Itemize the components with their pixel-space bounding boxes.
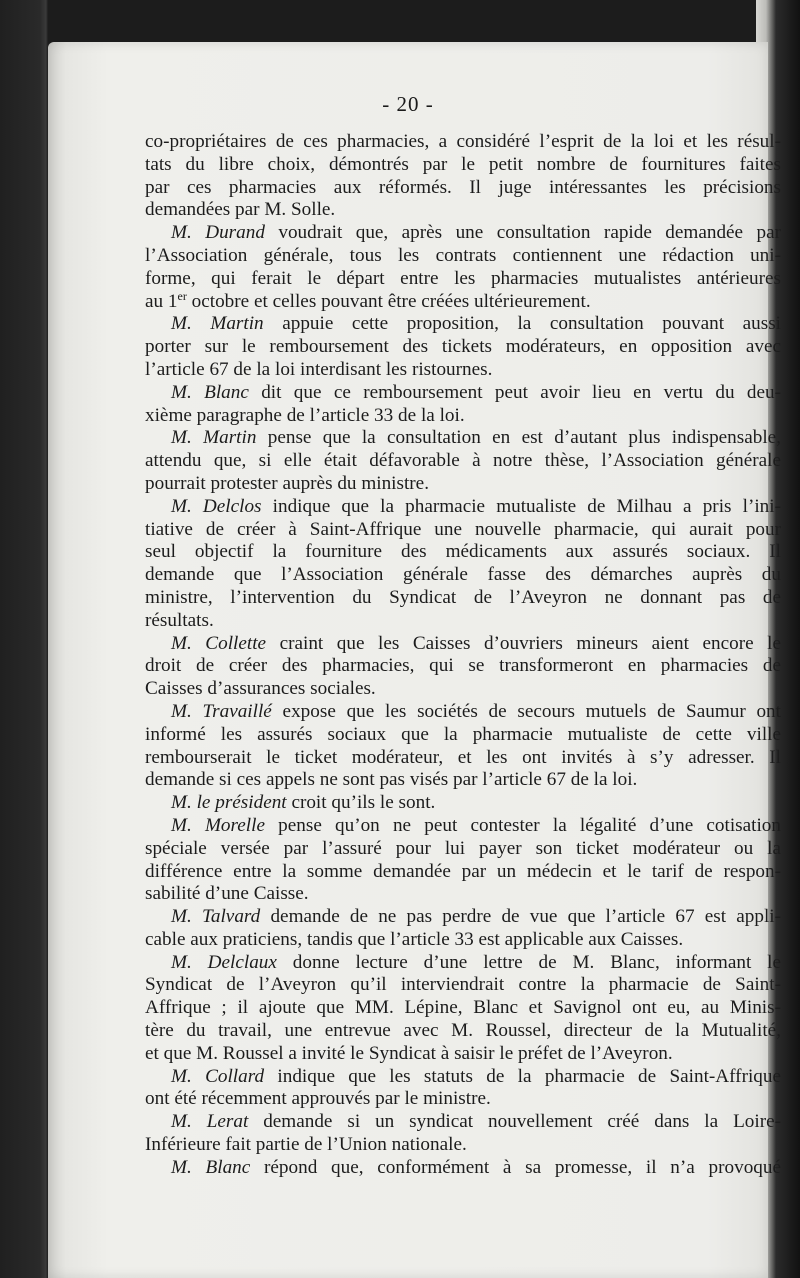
text-run: forme, qui ferait le départ entre les pharmacies mutualistes antérieures <box>145 267 781 289</box>
text-run: Caisses d’assurances sociales. <box>145 678 376 700</box>
text-run: tiative de créer à Saint-Affrique une nouvelle pharmacie, qui aurait pour <box>145 518 781 540</box>
text-line <box>145 883 781 906</box>
speaker-name: M. Durand <box>171 222 265 244</box>
text-run: octobre et celles pouvant être créées ultérieurement. <box>186 290 591 312</box>
document-page <box>48 42 782 1278</box>
text-run: résultats. <box>145 609 214 631</box>
speaker-name: M. Martin <box>171 427 257 449</box>
text-line <box>145 655 781 678</box>
text-line <box>145 541 781 564</box>
superscript: er <box>177 288 187 303</box>
text-line <box>145 701 781 724</box>
speaker-name: M. Morelle <box>171 814 265 836</box>
text-line <box>145 131 781 154</box>
text-run: voudrait que, après une consultation rapide demandée par <box>264 222 782 244</box>
text-run: seul objectif la fourniture des médicaments aux assurés sociaux. Il <box>145 541 781 563</box>
speaker-name: M. Martin <box>171 313 264 335</box>
page-number: - 20 - <box>382 92 434 116</box>
text-line <box>145 1020 781 1043</box>
text-run: demande que l’Association générale fasse des démarches auprès du <box>145 564 781 586</box>
text-run: attendu que, si elle était défavorable à notre thèse, l’Association générale <box>145 450 781 472</box>
text-line <box>145 1088 781 1111</box>
text-run: spéciale versée par l’assuré pour lui payer son ticket modérateur ou la <box>145 837 781 859</box>
text-run: croit qu’ils le sont. <box>286 792 436 814</box>
speaker-name: M. Lerat <box>171 1111 249 1133</box>
text-line <box>145 405 781 428</box>
text-line <box>145 1043 781 1066</box>
text-line <box>145 610 781 633</box>
text-line <box>145 336 781 359</box>
text-run: appuie cette proposition, la consultation pouvant aussi <box>263 313 781 335</box>
body-text <box>145 131 781 1180</box>
text-line <box>145 288 781 314</box>
text-line <box>145 1066 781 1089</box>
text-run: expose que les sociétés de secours mutuels de Saumur ont <box>271 700 781 722</box>
text-run: indique que la pharmacie mutualiste de Milhau a pris l’ini- <box>261 495 781 517</box>
text-line <box>145 268 781 291</box>
text-line <box>145 587 781 610</box>
text-run: xième paragraphe de l’article 33 de la loi. <box>145 404 465 426</box>
speaker-name: M. Delclos <box>171 495 262 517</box>
text-run: droit de créer des pharmacies, qui se transformeront en pharmacies de <box>145 655 781 677</box>
speaker-name: M. Blanc <box>171 381 249 403</box>
text-line <box>145 199 781 222</box>
text-line <box>145 815 781 838</box>
text-run: demande si un syndicat nouvellement créé dans la Loire- <box>248 1111 782 1133</box>
text-run: ministre, l’intervention du Syndicat de l’Aveyron ne donnant pas de <box>145 586 781 608</box>
text-run: dit que ce remboursement peut avoir lieu en vertu du deu- <box>248 381 781 403</box>
text-run: pense que la consultation en est d’autant plus indispensable, <box>256 427 781 449</box>
text-line <box>145 997 781 1020</box>
text-line <box>145 747 781 770</box>
text-run: par ces pharmacies aux réformés. Il juge intéressantes les précisions <box>145 176 781 198</box>
text-line <box>145 359 781 382</box>
text-run: Inférieure fait partie de l’Union nationale. <box>145 1134 467 1156</box>
text-line <box>145 769 781 792</box>
text-run: ont été récemment approuvés par le ministre. <box>145 1088 491 1110</box>
text-line <box>145 427 781 450</box>
text-run: au 1 <box>145 290 178 312</box>
text-run: demande de ne pas perdre de vue que l’article 67 est appli- <box>260 906 781 928</box>
text-line <box>145 952 781 975</box>
text-line <box>145 519 781 542</box>
text-run: différence entre la somme demandée par un médecin et le tarif de respon- <box>145 860 781 882</box>
text-line <box>145 861 781 884</box>
speaker-name: M. Collette <box>171 632 267 654</box>
text-line <box>145 382 781 405</box>
text-line <box>145 1111 781 1134</box>
text-run: pourrait protester auprès du ministre. <box>145 472 429 494</box>
speaker-name: M. Blanc <box>171 1156 251 1178</box>
text-line <box>145 724 781 747</box>
text-line <box>145 1134 781 1157</box>
text-run: pense qu’on ne peut contester la légalité d’une cotisation <box>264 814 781 836</box>
text-run: craint que les Caisses d’ouvriers mineurs aient encore le <box>266 632 781 654</box>
text-line <box>145 633 781 656</box>
text-line <box>145 245 781 268</box>
text-run: tats du libre choix, démontrés par le petit nombre de fournitures faites <box>145 153 781 175</box>
text-run: cable aux praticiens, tandis que l’article 33 est applicable aux Caisses. <box>145 928 684 950</box>
text-run: informé les assurés sociaux que la pharmacie mutualiste de cette ville <box>145 723 781 745</box>
text-line <box>145 177 781 200</box>
text-run: indique que les statuts de la pharmacie de Saint-Affrique <box>264 1065 781 1087</box>
text-line <box>145 974 781 997</box>
text-line <box>145 473 781 496</box>
text-run: co-propriétaires de ces pharmacies, a considéré l’esprit de la loi et les résul- <box>145 131 781 152</box>
text-line <box>145 154 781 177</box>
text-run: sabilité d’une Caisse. <box>145 883 309 905</box>
text-run: demandées par M. Solle. <box>145 199 336 221</box>
text-line <box>145 313 781 336</box>
speaker-name: M. Collard <box>171 1065 265 1087</box>
text-line <box>145 564 781 587</box>
text-line <box>145 792 781 815</box>
text-line <box>145 450 781 473</box>
text-line <box>145 929 781 952</box>
speaker-name: M. Travaillé <box>171 700 272 722</box>
text-run: l’Association générale, tous les contrats contiennent une rédaction uni- <box>145 244 781 266</box>
speaker-name: M. Delclaux <box>171 951 277 973</box>
speaker-name: M. Talvard <box>171 906 261 928</box>
text-run: porter sur le remboursement des tickets modérateurs, en opposition avec <box>145 336 781 358</box>
text-run: tère du travail, une entrevue avec M. Roussel, directeur de la Mutualité, <box>145 1020 781 1042</box>
text-line <box>145 838 781 861</box>
text-line <box>145 1157 781 1180</box>
text-line <box>145 906 781 929</box>
text-run: Syndicat de l’Aveyron qu’il interviendrait contre la pharmacie de Saint- <box>145 974 781 996</box>
text-run: l’article 67 de la loi interdisant les ristournes. <box>145 358 493 380</box>
text-run: Affrique ; il ajoute que MM. Lépine, Blanc et Savignol ont eu, au Minis- <box>145 997 781 1019</box>
text-run: et que M. Roussel a invité le Syndicat à saisir le préfet de l’Aveyron. <box>145 1042 673 1064</box>
text-line <box>145 222 781 245</box>
text-line <box>145 678 781 701</box>
text-run: répond que, conformément à sa promesse, il n’a provoqué <box>250 1156 781 1178</box>
text-run: rembourserait le ticket modérateur, et les ont invités à s’y adresser. Il <box>145 746 781 768</box>
text-run: demande si ces appels ne sont pas visés par l’article 67 de la loi. <box>145 769 638 791</box>
text-run: donne lecture d’une lettre de M. Blanc, informant le <box>276 951 782 973</box>
speaker-name: M. le président <box>171 792 287 814</box>
text-line <box>145 496 781 519</box>
